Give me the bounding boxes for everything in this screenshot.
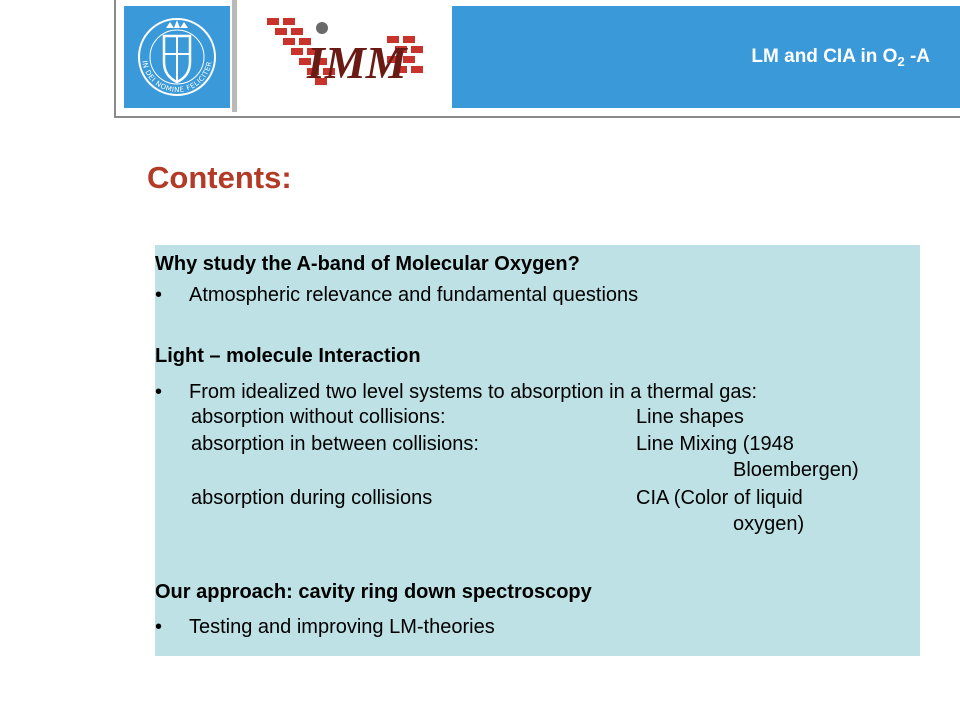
imm-logo-panel	[237, 6, 452, 108]
header-title	[700, 46, 930, 69]
slide-title: Contents:	[147, 160, 292, 195]
row-value: CIA (Color of liquid	[636, 487, 803, 509]
university-seal-icon	[124, 6, 230, 108]
bullet-text: Atmospheric relevance and fundamental questions	[189, 284, 639, 306]
content-box	[155, 245, 920, 656]
section-heading-why: Why study the A-band of Molecular Oxygen?	[155, 253, 580, 275]
row-value: Line Mixing (1948	[636, 433, 794, 455]
section-heading-approach: Our approach: cavity ring down spectroscopy	[155, 581, 592, 603]
bullet-glyph: •	[155, 381, 163, 403]
section-heading-interaction: Light – molecule Interaction	[155, 345, 421, 367]
header-title-main: LM and CIA in O	[751, 46, 898, 67]
bullet-glyph: •	[155, 616, 163, 638]
bullet-text: Testing and improving LM-theories	[189, 616, 495, 638]
header-title-subscript: 2	[897, 54, 905, 69]
bullet-text: From idealized two level systems to absorption in a thermal gas:	[189, 381, 758, 403]
row-label: absorption during collisions	[191, 487, 433, 509]
svg-text:IMM: IMM	[307, 37, 407, 88]
header-title-suffix: -A	[904, 46, 930, 67]
svg-text:IN DEI NOMINE FELICITER: IN DEI NOMINE FELICITER	[140, 60, 214, 95]
bullet-glyph: •	[155, 284, 163, 306]
row-label: absorption without collisions:	[191, 406, 446, 428]
row-value-continuation: Bloembergen)	[733, 459, 859, 481]
row-label: absorption in between collisions:	[191, 433, 479, 455]
imm-logo-icon	[237, 6, 452, 108]
row-value: Line shapes	[636, 406, 744, 428]
university-logo-panel	[124, 6, 230, 108]
row-value-continuation: oxygen)	[733, 513, 805, 535]
